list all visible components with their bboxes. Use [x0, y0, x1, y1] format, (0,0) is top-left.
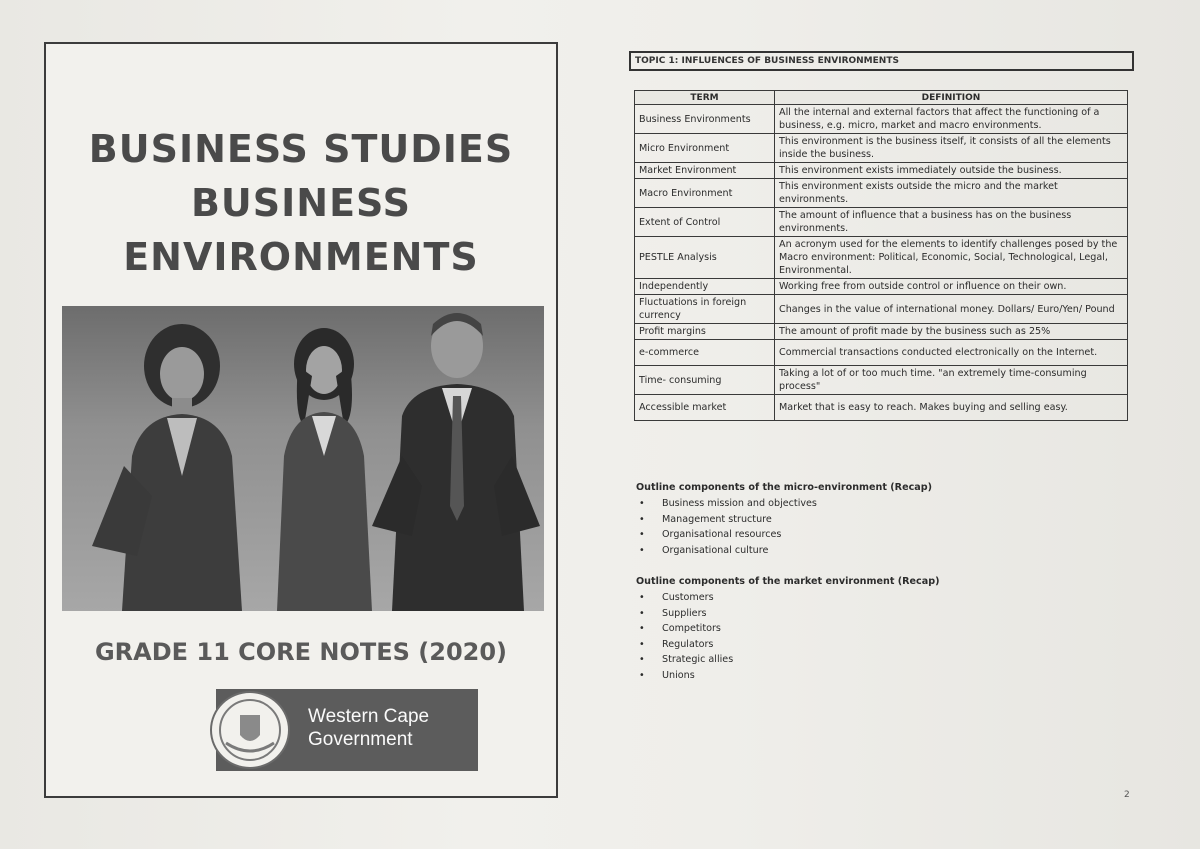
list-item: • Customers [636, 590, 1116, 606]
list-item: • Suppliers [636, 606, 1116, 622]
table-row [635, 134, 1128, 163]
market-environment-heading: Outline components of the market environment (Recap) [636, 576, 940, 587]
table-row [635, 208, 1128, 237]
micro-environment-heading: Outline components of the micro-environment (Recap) [636, 482, 932, 493]
table-row [635, 324, 1128, 340]
micro-environment-list [636, 496, 1116, 558]
cover-title-line-3: ENVIRONMENTS [123, 235, 479, 279]
definition-cell: This environment is the business itself, it consists of all the elements inside the business. [775, 134, 1128, 163]
definition-cell: Market that is easy to reach. Makes buying and selling easy. [775, 395, 1128, 421]
woman-middle-figure [277, 328, 372, 611]
cover-title-line-2: BUSINESS [190, 181, 412, 225]
terms-table-body [635, 105, 1128, 421]
term-cell: PESTLE Analysis [635, 237, 775, 279]
list-item: • Competitors [636, 621, 1116, 637]
table-row [635, 237, 1128, 279]
business-people-drawing [62, 306, 544, 611]
term-cell: e-commerce [635, 340, 775, 366]
government-logo-block [216, 689, 478, 771]
term-cell: Accessible market [635, 395, 775, 421]
government-line-1: Western Cape [308, 706, 430, 727]
table-row [635, 340, 1128, 366]
list-item: • Regulators [636, 637, 1116, 653]
topic-heading: TOPIC 1: INFLUENCES OF BUSINESS ENVIRONMENTS [629, 51, 1134, 71]
term-cell: Market Environment [635, 163, 775, 179]
table-row [635, 179, 1128, 208]
man-right-figure [372, 313, 540, 611]
table-row [635, 295, 1128, 324]
definition-cell: The amount of influence that a business has on the business environments. [775, 208, 1128, 237]
definition-cell: Changes in the value of international money. Dollars/ Euro/Yen/ Pound [775, 295, 1128, 324]
definition-cell: The amount of profit made by the business such as 25% [775, 324, 1128, 340]
term-cell: Business Environments [635, 105, 775, 134]
definition-cell: This environment exists outside the micro and the market environments. [775, 179, 1128, 208]
list-item: • Strategic allies [636, 652, 1116, 668]
term-cell: Profit margins [635, 324, 775, 340]
term-cell: Macro Environment [635, 179, 775, 208]
term-cell: Time- consuming [635, 366, 775, 395]
list-item: • Business mission and objectives [636, 496, 1116, 512]
definition-cell: Taking a lot of or too much time. "an extremely time-consuming process" [775, 366, 1128, 395]
coat-of-arms-icon [210, 691, 290, 769]
grade-line: GRADE 11 CORE NOTES (2020) [94, 638, 508, 666]
term-cell: Independently [635, 279, 775, 295]
definition-cell: An acronym used for the elements to identify challenges posed by the Macro environment: Political, Economic, Social, Technological, Legal, Environmental. [775, 237, 1128, 279]
definition-cell: Working free from outside control or influence on their own. [775, 279, 1128, 295]
three-business-people-illustration [62, 306, 544, 611]
micro-environment-section [636, 482, 1116, 558]
term-cell: Extent of Control [635, 208, 775, 237]
table-row [635, 366, 1128, 395]
page-number: 2 [1124, 790, 1130, 800]
term-cell: Micro Environment [635, 134, 775, 163]
definition-cell: All the internal and external factors that affect the functioning of a business, e.g. micro, market and macro environments. [775, 105, 1128, 134]
list-item: • Organisational resources [636, 527, 1116, 543]
terms-table [634, 90, 1128, 421]
government-name [308, 705, 429, 751]
cover-title [46, 122, 556, 284]
table-row [635, 105, 1128, 134]
woman-left-figure [92, 324, 242, 611]
cover-title-line-1: BUSINESS STUDIES [88, 127, 514, 171]
definition-column-header: DEFINITION [775, 91, 1128, 105]
list-item: • Organisational culture [636, 543, 1116, 559]
table-row [635, 163, 1128, 179]
term-cell: Fluctuations in foreign currency [635, 295, 775, 324]
cover-page [44, 42, 558, 798]
definition-cell: This environment exists immediately outside the business. [775, 163, 1128, 179]
market-environment-list [636, 590, 1116, 683]
definition-cell: Commercial transactions conducted electronically on the Internet. [775, 340, 1128, 366]
term-column-header: TERM [635, 91, 775, 105]
table-header-row [635, 91, 1128, 105]
list-item: • Unions [636, 668, 1116, 684]
market-environment-section [636, 576, 1116, 683]
table-row [635, 279, 1128, 295]
list-item: • Management structure [636, 512, 1116, 528]
government-line-2: Government [308, 729, 413, 750]
table-row [635, 395, 1128, 421]
